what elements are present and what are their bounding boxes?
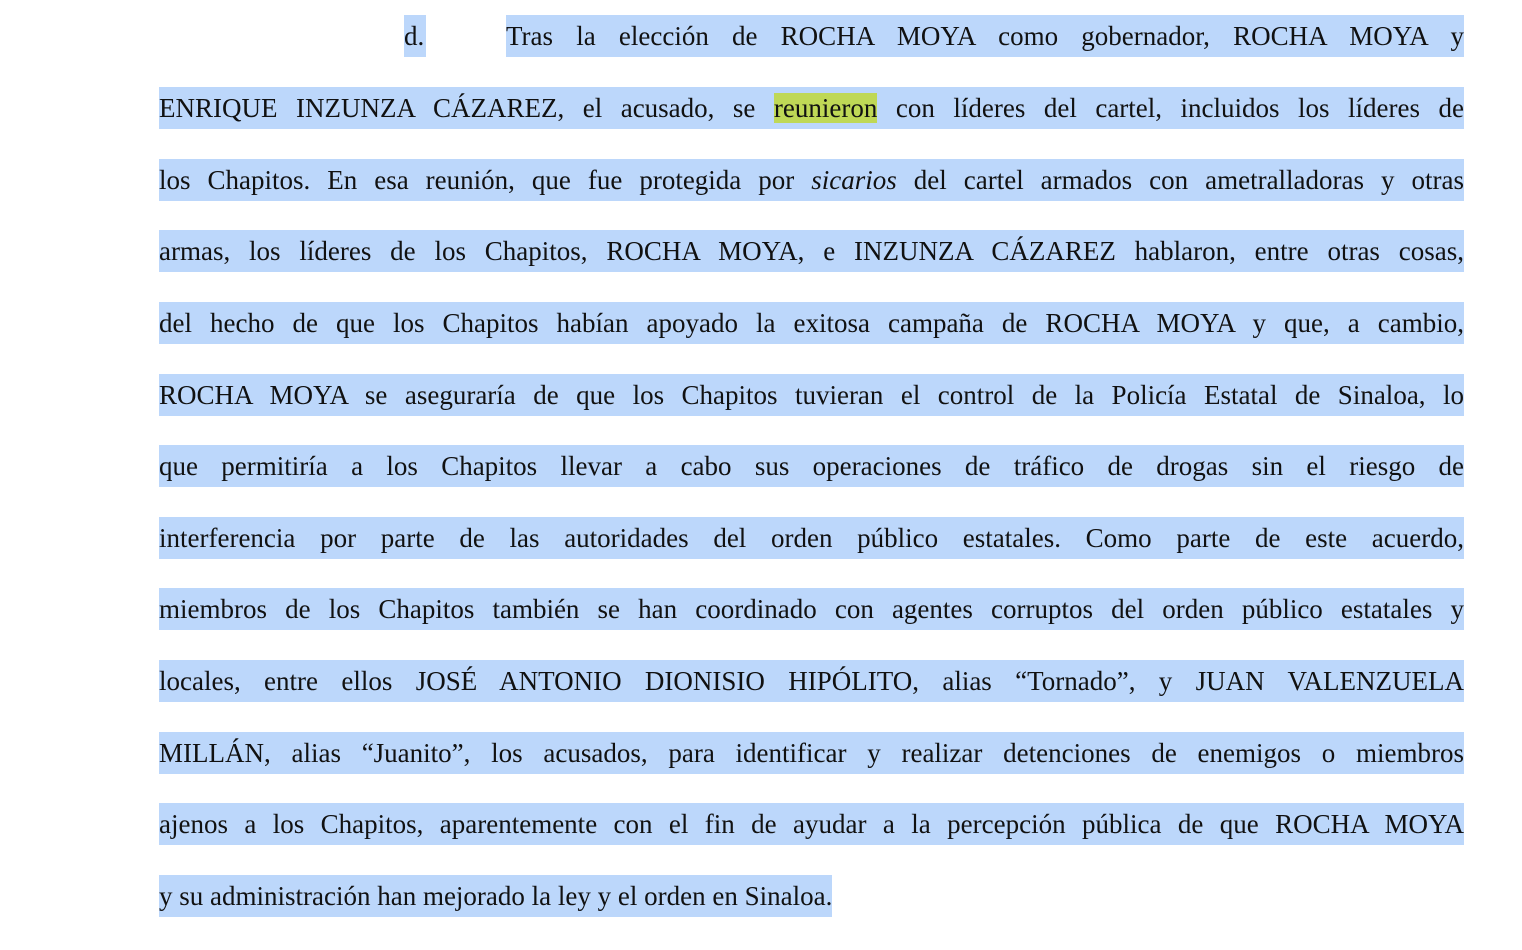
line-text: del cartel armados con ametralladoras y otras — [896, 165, 1464, 195]
paragraph-line-12 — [159, 803, 1464, 845]
paragraph-line-4 — [159, 230, 1464, 272]
selected-text: del hecho de que los Chapitos habían apoyado la exitosa campaña de ROCHA MOYA y que, a cambio, — [159, 302, 1464, 344]
selected-text — [159, 87, 1464, 129]
selected-text: MILLÁN, alias “Juanito”, los acusados, para identificar y realizar detenciones de enemigos o miembros — [159, 732, 1464, 774]
line-text: con líderes del cartel, incluidos los líderes de — [877, 93, 1465, 123]
highlighted-word: reunieron — [773, 93, 878, 123]
selected-text: armas, los líderes de los Chapitos, ROCHA MOYA, e INZUNZA CÁZAREZ hablaron, entre otras cosas, — [159, 230, 1464, 272]
paragraph-line-2 — [159, 87, 1464, 129]
selected-text: y su administración han mejorado la ley y el orden en Sinaloa. — [159, 875, 832, 917]
selected-text: interferencia por parte de las autoridades del orden público estatales. Como parte de este acuerdo, — [159, 517, 1464, 559]
paragraph-line-5 — [159, 302, 1464, 344]
italic-word: sicarios — [811, 165, 897, 195]
paragraph-line-6 — [159, 374, 1464, 416]
list-marker: d. — [404, 15, 426, 57]
selected-text: locales, entre ellos JOSÉ ANTONIO DIONISIO HIPÓLITO, alias “Tornado”, y JUAN VALENZUELA — [159, 660, 1464, 702]
paragraph-line-1 — [404, 15, 1464, 57]
line-text: los Chapitos. En esa reunión, que fue protegida por — [159, 165, 812, 195]
paragraph-line-7 — [159, 445, 1464, 487]
paragraph-line-10 — [159, 660, 1464, 702]
paragraph-line-9 — [159, 588, 1464, 630]
paragraph-line-3 — [159, 159, 1464, 201]
line-text: Tras la elección de ROCHA MOYA como gobernador, ROCHA MOYA y — [506, 15, 1464, 57]
paragraph-line-11 — [159, 732, 1464, 774]
selected-text: miembros de los Chapitos también se han coordinado con agentes corruptos del orden público estatales y — [159, 588, 1464, 630]
line-text: ENRIQUE INZUNZA CÁZAREZ, el acusado, se — [159, 93, 774, 123]
paragraph-line-8 — [159, 517, 1464, 559]
selected-text: ROCHA MOYA se aseguraría de que los Chapitos tuvieran el control de la Policía Estatal de Sinaloa, lo — [159, 374, 1464, 416]
selected-text — [159, 159, 1464, 201]
selected-text: que permitiría a los Chapitos llevar a cabo sus operaciones de tráfico de drogas sin el riesgo de — [159, 445, 1464, 487]
paragraph-line-13 — [159, 875, 1464, 917]
selected-text: ajenos a los Chapitos, aparentemente con el fin de ayudar a la percepción pública de que ROCHA MOYA — [159, 803, 1464, 845]
